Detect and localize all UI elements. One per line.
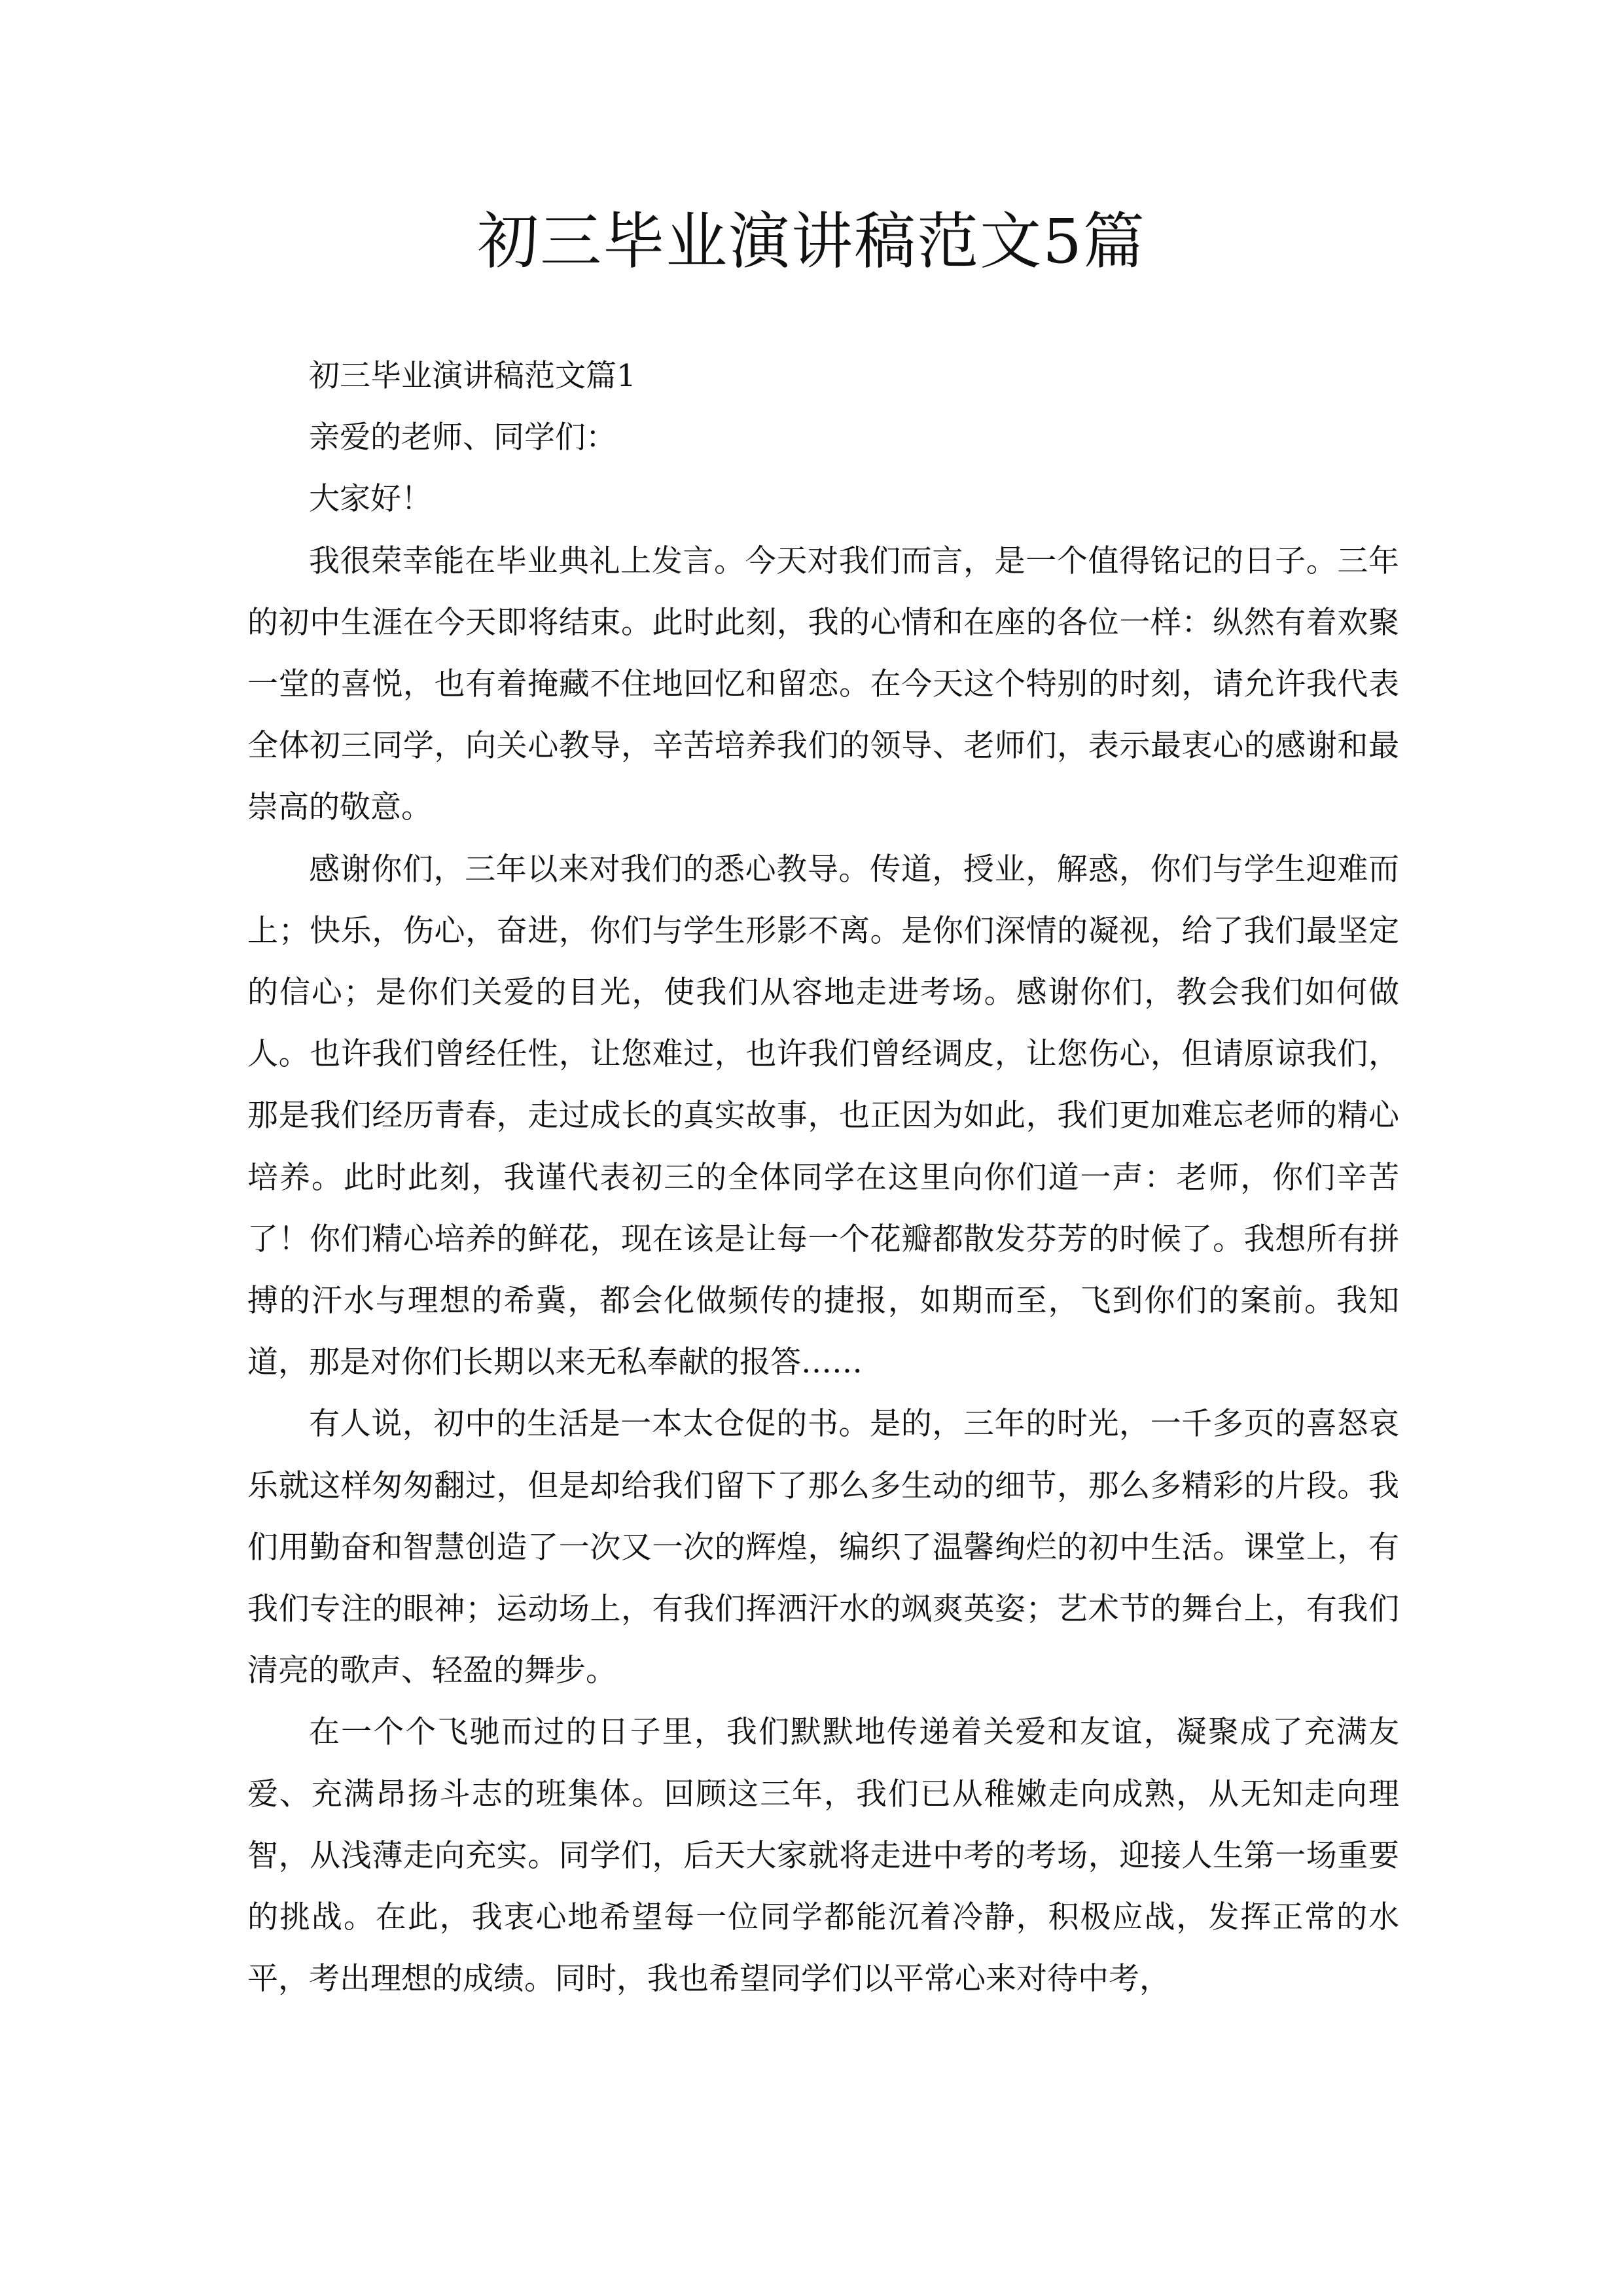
body-paragraph: 感谢你们，三年以来对我们的悉心教导。传道，授业，解惑，你们与学生迎难而上；快乐，伤心，奋进，你们与学生形影不离。是你们深情的凝视，给了我们最坚定的信心；是你们关爱的目光，使我们从容地走进考场。感谢你们，教会我们如何做人。也许我们曾经任性，让您难过，也许我们曾经调皮，让您伤心，但请原谅我们，那是我们经历青春，走过成长的真实故事，也正因为如此，我们更加难忘老师的精心培养。此时此刻，我谨代表初三的全体同学在这里向你们道一声：老师，你们辛苦了！你们精心培养的鲜花，现在该是让每一个花瓣都散发芬芳的时候了。我想所有拼搏的汗水与理想的希冀，都会化做频传的捷报，如期而至，飞到你们的案前。我知道，那是对你们长期以来无私奉献的报答…… [247, 851, 1399, 1381]
greeting: 大家好！ [309, 481, 432, 518]
document-title: 初三毕业演讲稿范文5篇 [477, 206, 1146, 278]
salutation: 亲爱的老师、同学们： [309, 420, 616, 456]
section-heading: 初三毕业演讲稿范文篇1 [309, 358, 636, 394]
body-paragraph: 有人说，初中的生活是一本太仓促的书。是的，三年的时光，一千多页的喜怒哀乐就这样匆匆翻过，但是却给我们留下了那么多生动的细节，那么多精彩的片段。我们用勤奋和智慧创造了一次又一次的辉煌，编织了温馨绚烂的初中生活。课堂上，有我们专注的眼神；运动场上，有我们挥洒汗水的飒爽英姿；艺术节的舞台上，有我们清亮的歌声、轻盈的舞步。 [247, 1406, 1399, 1689]
body-paragraph: 在一个个飞驰而过的日子里，我们默默地传递着关爱和友谊，凝聚成了充满友爱、充满昂扬斗志的班集体。回顾这三年，我们已从稚嫩走向成熟，从无知走向理智，从浅薄走向充实。同学们，后天大家就将走进中考的考场，迎接人生第一场重要的挑战。在此，我衷心地希望每一位同学都能沉着冷静，积极应战，发挥正常的水平，考出理想的成绩。同时，我也希望同学们以平常心来对待中考， [247, 1714, 1399, 1998]
document-body [247, 346, 1399, 2010]
body-paragraph: 我很荣幸能在毕业典礼上发言。今天对我们而言，是一个值得铭记的日子。三年的初中生涯在今天即将结束。此时此刻，我的心情和在座的各位一样：纵然有着欢聚一堂的喜悦，也有着掩藏不住地回忆和留恋。在今天这个特别的时刻，请允许我代表全体初三同学，向关心教导，辛苦培养我们的领导、老师们，表示最衷心的感谢和最崇高的敬意。 [247, 543, 1399, 826]
